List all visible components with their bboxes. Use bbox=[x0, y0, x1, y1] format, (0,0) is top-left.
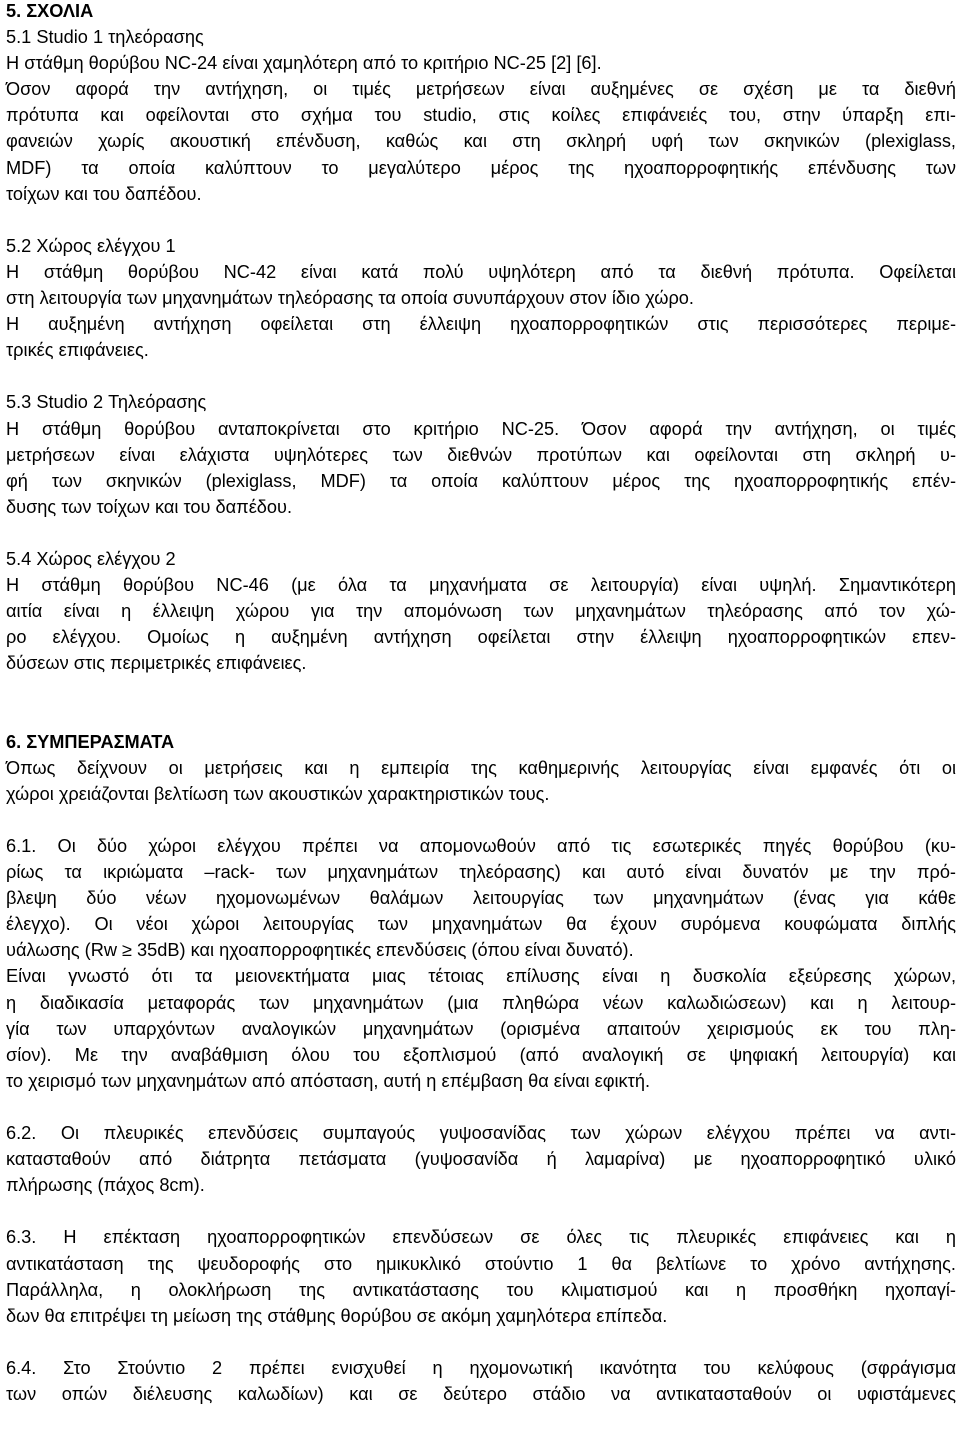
paragraph-line: 6.3. Η επέκταση ηχοαπορροφητικών επενδύσεων σε όλες τις πλευρικές επιφάνειες και η bbox=[6, 1227, 956, 1248]
paragraph-line: πρότυπα και οφείλονται στο σχήμα του studio, στις κοίλες επιφάνειές του, στην ύπαρξη επι- bbox=[6, 105, 956, 126]
paragraph-line: αιτία είναι η έλλειψη χώρου για την απομόνωση των μηχανημάτων τηλεόρασης από τον χώ- bbox=[6, 601, 956, 622]
section-5-4 bbox=[6, 546, 956, 676]
paragraph-line: ρίως τα ικριώματα –rack- των μηχανημάτων τηλεόρασης) και αυτό είναι δυνατόν με την πρό- bbox=[6, 862, 956, 883]
section-5-2 bbox=[6, 233, 956, 363]
paragraph-line: 6.1. Οι δύο χώροι ελέγχου πρέπει να απομονωθούν από τις εσωτερικές πηγές θορύβου (κυ- bbox=[6, 836, 956, 856]
section-5-3 bbox=[6, 389, 956, 519]
section-6-2 bbox=[6, 1120, 956, 1198]
section-6-heading: 6. ΣΥΜΠΕΡΑΣΜΑΤΑ bbox=[6, 731, 175, 752]
paragraph-line: το χειρισμό των μηχανημάτων από απόσταση, αυτή η επέμβαση θα είναι εφικτή. bbox=[6, 1070, 651, 1091]
spacer bbox=[6, 207, 956, 233]
paragraph-line: αντικατάσταση της ψευδοροφής στο ημικυκλικό στούντιο 1 θα βελτίωνε το χρόνο αντήχησης. bbox=[6, 1253, 956, 1274]
paragraph-line: σίον). Με την αναβάθμιση όλου του εξοπλισμού (από αναλογική σε ψηφιακή λειτουργία) και bbox=[6, 1044, 956, 1065]
spacer bbox=[6, 676, 956, 728]
paragraph-line: τρικές επιφάνειες. bbox=[6, 340, 149, 361]
subsection-5-1-title: 5.1 Studio 1 τηλεόρασης bbox=[6, 27, 204, 48]
paragraph-line: Όπως δείχνουν οι μετρήσεις και η εμπειρία της καθημερινής λειτουργίας είναι εμφανές ότι οι bbox=[6, 757, 956, 778]
paragraph-line: τοίχων και του δαπέδου. bbox=[6, 183, 202, 204]
paragraph-line: έλεγχο). Οι νέοι χώροι λειτουργίας των μηχανημάτων θα έχουν συρόμενα κουφώματα διπλής bbox=[6, 914, 956, 935]
document-page bbox=[6, 0, 956, 1407]
spacer bbox=[6, 1329, 956, 1355]
section-5-heading: 5. ΣΧΟΛΙΑ bbox=[6, 1, 94, 21]
paragraph-line: η διαδικασία μεταφοράς των μηχανημάτων (μια πληθώρα νέων καλωδιώσεων) και η λειτουρ- bbox=[6, 992, 956, 1013]
section-5-1 bbox=[6, 24, 956, 207]
spacer bbox=[6, 363, 956, 389]
section-6-intro bbox=[6, 755, 956, 807]
paragraph-line: Είναι γνωστό ότι τα μειονεκτήματα μιας τέτοιας επίλυσης είναι η δυσκολία εξεύρεσης χώρων, bbox=[6, 966, 956, 987]
paragraph-line: φανειών χωρίς ακουστική επένδυση, καθώς και στη σκληρή υφή των σκηνικών (plexiglass, bbox=[6, 131, 956, 152]
paragraph-line: Παράλληλα, η ολοκλήρωση της αντικατάστασης του κλιματισμού και η προσθήκη ηχοπαγί- bbox=[6, 1279, 956, 1300]
paragraph-line: Όσον αφορά την αντήχηση, οι τιμές μετρήσεων είναι αυξημένες σε σχέση με τα διεθνή bbox=[6, 79, 956, 100]
paragraph-line: γία των υπαρχόντων αναλογικών μηχανημάτων (ορισμένα απαιτούν χειρισμούς εκ του πλη- bbox=[6, 1018, 956, 1039]
paragraph-line: Η στάθμη θορύβου NC-42 είναι κατά πολύ υψηλότερη από τα διεθνή πρότυπα. Οφείλεται bbox=[6, 261, 956, 282]
paragraph-line: πλήρωσης (πάχος 8cm). bbox=[6, 1175, 205, 1196]
paragraph-line: στη λειτουργία των μηχανημάτων τηλεόρασης τα οποία συνυπάρχουν στον ίδιο χώρο. bbox=[6, 288, 694, 309]
spacer bbox=[6, 1198, 956, 1224]
paragraph-line: 6.4. Στο Στούντιο 2 πρέπει ενισχυθεί η ηχομονωτική ικανότητα του κελύφους (σφράγισμα bbox=[6, 1357, 956, 1378]
paragraph-line: φή των σκηνικών (plexiglass, MDF) τα οποία καλύπτουν μέρος της ηχοαπορροφητικής επέν- bbox=[6, 470, 956, 491]
paragraph-line: μετρήσεων είναι ελάχιστα υψηλότερες των διεθνών προτύπων και οφείλονται στη σκληρή υ- bbox=[6, 444, 956, 465]
spacer bbox=[6, 520, 956, 546]
subsection-5-4-title: 5.4 Χώρος ελέγχου 2 bbox=[6, 548, 176, 569]
subsection-5-2-title: 5.2 Χώρος ελέγχου 1 bbox=[6, 235, 176, 256]
paragraph-line: Η στάθμη θορύβου NC-46 (με όλα τα μηχανήματα σε λειτουργία) είναι υψηλή. Σημαντικότερη bbox=[6, 575, 956, 596]
paragraph-line: 6.2. Οι πλευρικές επενδύσεις συμπαγούς γυψοσανίδας των χώρων ελέγχου πρέπει να αντι- bbox=[6, 1123, 956, 1144]
spacer bbox=[6, 807, 956, 833]
paragraph-line: δυσης των τοίχων και του δαπέδου. bbox=[6, 496, 293, 517]
paragraph-line: Η αυξημένη αντήχηση οφείλεται στη έλλειψη ηχοαπορροφητικών στις περισσότερες περιμε- bbox=[6, 314, 956, 335]
section-6-4 bbox=[6, 1355, 956, 1407]
paragraph-line: Η στάθμη θορύβου ανταποκρίνεται στο κριτήριο NC-25. Όσον αφορά την αντήχηση, οι τιμές bbox=[6, 418, 956, 439]
paragraph-line: ρο ελέγχου. Ομοίως η αυξημένη αντήχηση οφείλεται στην έλλειψη ηχοαπορροφητικών επεν- bbox=[6, 627, 956, 648]
section-6-3 bbox=[6, 1224, 956, 1328]
paragraph-line: βλεψη δύο νέων ηχομονωμένων θαλάμων λειτουργίας των μηχανημάτων (ένας για κάθε bbox=[6, 888, 956, 909]
paragraph-line: χώροι χρειάζονται βελτίωση των ακουστικών χαρακτηριστικών τους. bbox=[6, 783, 550, 804]
paragraph-line: Η στάθμη θορύβου NC-24 είναι χαμηλότερη από το κριτήριο NC-25 [2] [6]. bbox=[6, 53, 602, 74]
paragraph-line: δων θα επιτρέψει τη μείωση της στάθμης θορύβου σε ακόμη χαμηλότερα επίπεδα. bbox=[6, 1305, 668, 1326]
paragraph-line: MDF) τα οποία καλύπτουν το μεγαλύτερο μέρος της ηχοαπορροφητικής επένδυσης των bbox=[6, 157, 956, 178]
spacer bbox=[6, 1094, 956, 1120]
subsection-5-3-title: 5.3 Studio 2 Τηλεόρασης bbox=[6, 392, 207, 413]
paragraph-line: υάλωσης (Rw ≥ 35dB) και ηχοαπορροφητικές επενδύσεις (όπου είναι δυνατό). bbox=[6, 940, 634, 961]
paragraph-line: δύσεων στις περιμετρικές επιφάνειες. bbox=[6, 653, 307, 674]
paragraph-line: των οπών διέλευσης καλωδίων) και σε δεύτερο στάδιο να αντικατασταθούν οι υφιστάμενες bbox=[6, 1383, 956, 1404]
paragraph-line: κατασταθούν από διάτρητα πετάσματα (γυψοσανίδα ή λαμαρίνα) με ηχοαπορροφητικό υλικό bbox=[6, 1149, 956, 1170]
section-6-1 bbox=[6, 833, 956, 1094]
